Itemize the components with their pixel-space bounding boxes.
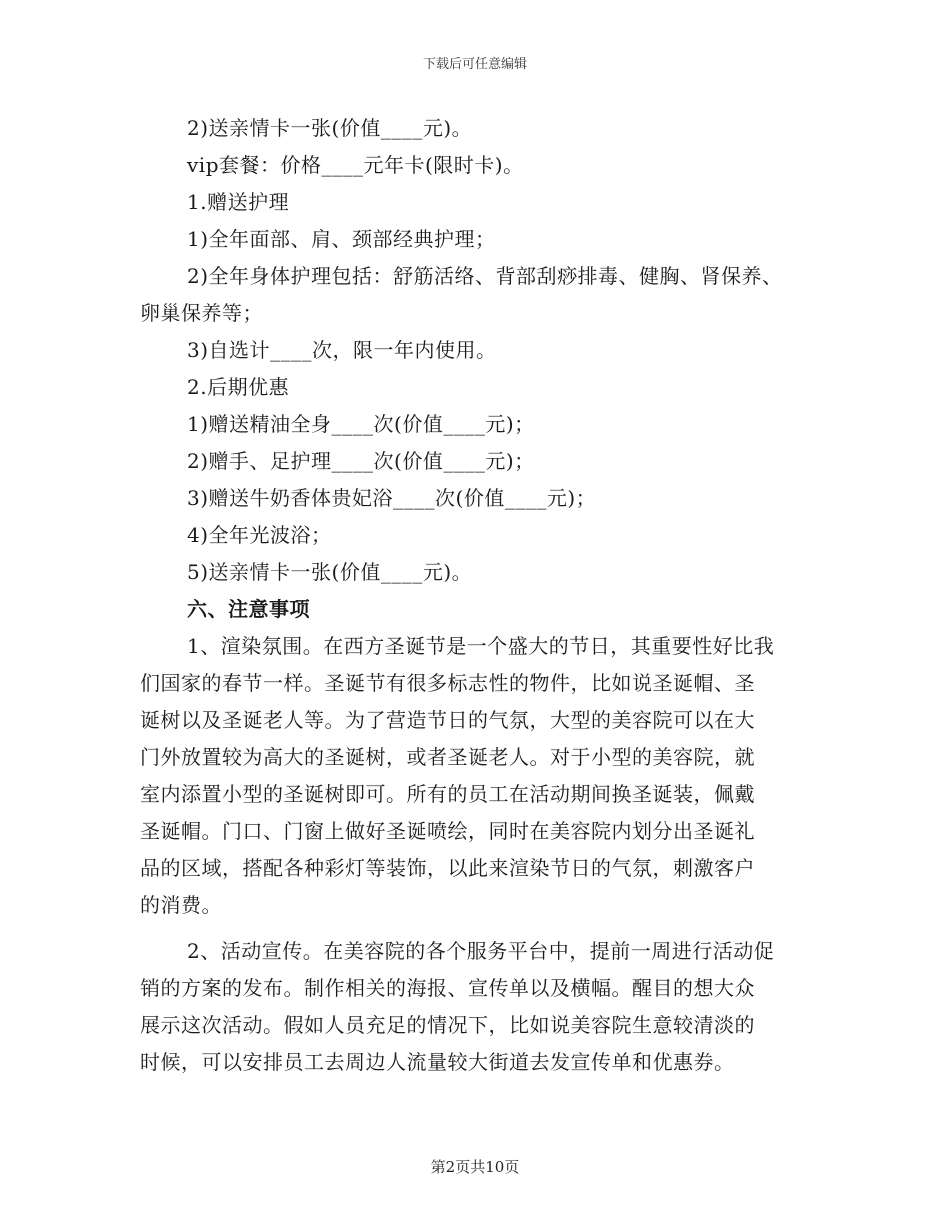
text-line: 的消费。 [140,893,222,917]
document-body [140,110,812,1081]
text-line: 1、渲染氛围。在西方圣诞节是一个盛大的节日，其重要性好比我 [187,634,775,658]
text-line: vip套餐：价格____元年卡(限时卡)。 [187,153,524,177]
text-line: 5)送亲情卡一张(价值____元)。 [187,560,473,584]
text-line: 1)全年面部、肩、颈部经典护理； [187,227,496,251]
text-line: 1)赠送精油全身____次(价值____元)； [187,412,535,436]
text-line: 3)赠送牛奶香体贵妃浴____次(价值____元)； [187,486,597,510]
page-header: 下载后可任意编辑 [422,57,527,72]
text-line: 2、活动宣传。在美容院的各个服务平台中，提前一周进行活动促 [187,939,775,963]
text-line: 品的区域，搭配各种彩灯等装饰，以此来渲染节日的气氛，刺激客户 [140,856,755,880]
text-line: 2)赠手、足护理____次(价值____元)； [187,449,535,473]
text-line: 圣诞帽。门口、门窗上做好圣诞喷绘，同时在美容院内划分出圣诞礼 [140,819,755,843]
text-line: 3)自选计____次，限一年内使用。 [187,338,497,362]
text-line: 卵巢保养等； [140,301,263,325]
paragraph-gap [140,924,812,933]
text-line: 诞树以及圣诞老人等。为了营造节日的气氛，大型的美容院可以在大 [140,708,755,732]
text-line: 2.后期优惠 [187,375,290,399]
page-footer: 第2页共10页 [430,1158,520,1176]
text-line: 1.赠送护理 [187,190,290,214]
text-line: 2)全年身体护理包括：舒筋活络、背部刮痧排毒、健胸、肾保养、 [187,264,783,288]
text-line: 时候，可以安排员工去周边人流量较大街道去发宣传单和优惠券。 [140,1050,735,1074]
text-line: 门外放置较为高大的圣诞树，或者圣诞老人。对于小型的美容院，就 [140,745,755,769]
text-line: 销的方案的发布。制作相关的海报、宣传单以及横幅。醒目的想大众 [140,976,755,1000]
text-line: 们国家的春节一样。圣诞节有很多标志性的物件，比如说圣诞帽、圣 [140,671,755,695]
text-line: 2)送亲情卡一张(价值____元)。 [187,116,473,140]
text-line: 4)全年光波浴； [187,523,332,547]
section-heading: 六、注意事项 [187,597,310,621]
text-line: 室内添置小型的圣诞树即可。所有的员工在活动期间换圣诞装，佩戴 [140,782,755,806]
text-line: 展示这次活动。假如人员充足的情况下，比如说美容院生意较清淡的 [140,1013,755,1037]
